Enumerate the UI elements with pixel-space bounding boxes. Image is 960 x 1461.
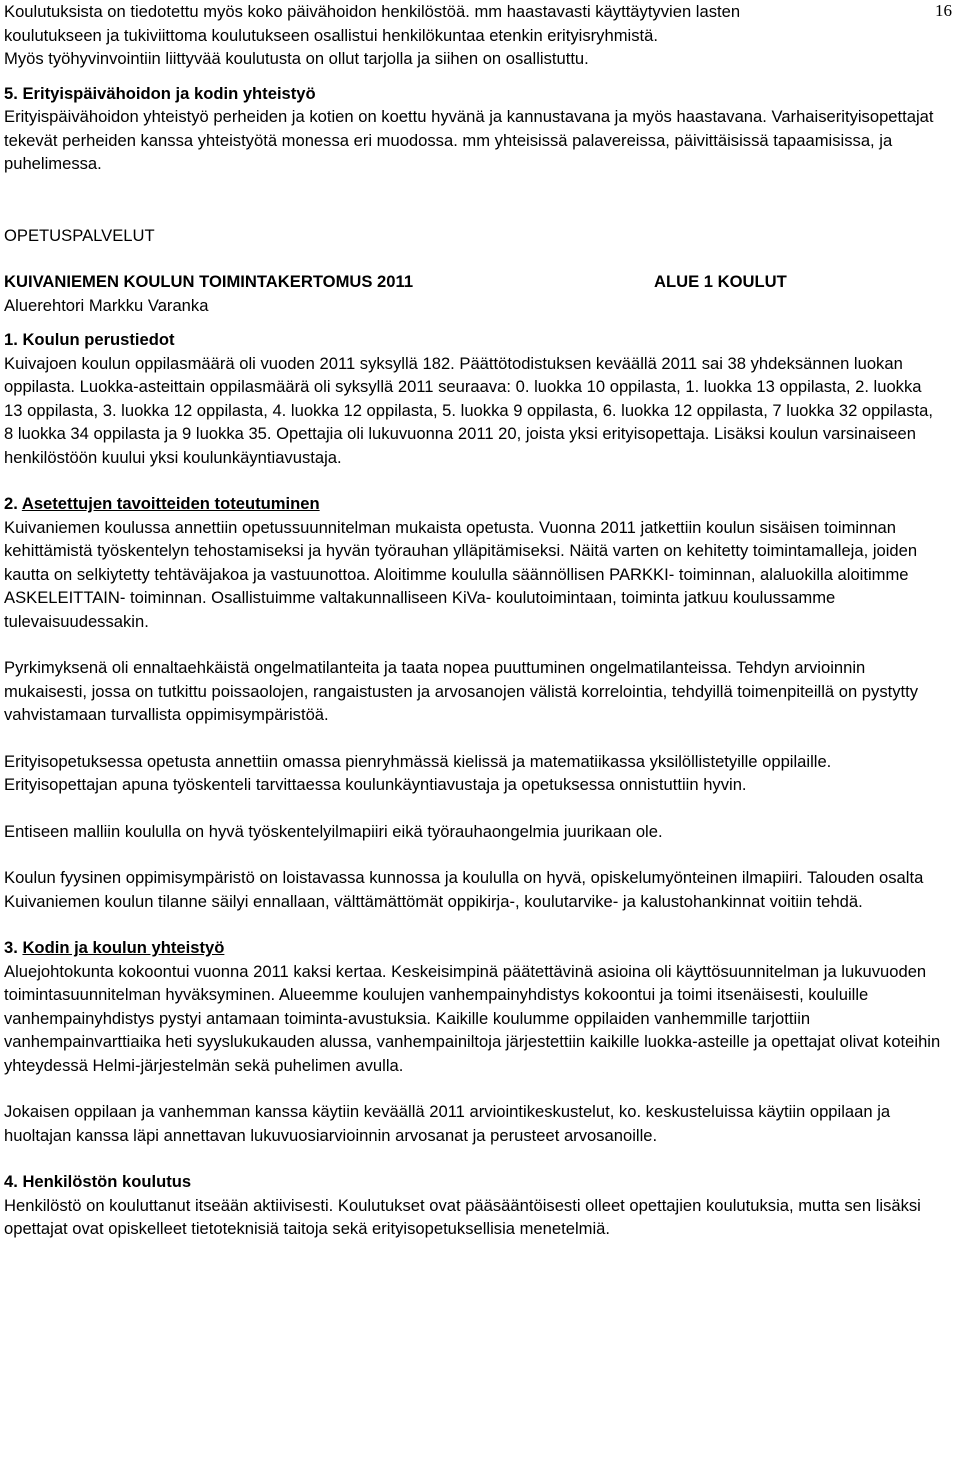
section-5-heading: 5. Erityispäivähoidon ja kodin yhteistyö [4,83,316,103]
intro-paragraph [4,0,944,71]
section-1-heading [4,328,944,352]
report-author: Aluerehtori Markku Varanka [4,295,209,315]
section-1-body: Kuivajoen koulun oppilasmäärä oli vuoden 2011 syksyllä 182. Päättötodistuksen keväällä 2011 sai 38 yhdeksännen luokan oppilasta. Luokka-asteittain oppilasmäärä oli syksyllä 2011 seuraava: 0. luokka 10 oppilasta, 1. luokka 13 oppilasta, 2. luokka 13 oppilasta, 3. luokka 12 oppilasta, 4. luokka 12 oppilasta, 5. luokka 9 oppilasta, 6. luokka 12 oppilasta, 7 luokka 32 oppilasta, 8 luokka 34 oppilasta ja 9 luokka 35. Opettajia oli lukuvuonna 2011 20, joista yksi erityisopettaja. Lisäksi koulun varsinaiseen henkilöstöön kuului yksi koulunkäyntiavustaja. [4,353,933,467]
section-2-heading [4,492,944,516]
opetuspalvelut-heading: OPETUSPALVELUT [4,225,155,245]
section-2-paragraph: Koulun fyysinen oppimisympäristö on loistavassa kunnossa ja koululla on hyvä, opiskelumyönteinen ilmapiiri. Talouden osalta Kuivaniemen koulun tilanne säilyi ennallaan, välttämättömät oppikirja-, koulutarvike- ja kalustohankinnat voitiin tehdä. [4,868,924,911]
section-2-paragraph: Pyrkimyksenä oli ennaltaehkäistä ongelmatilanteita ja taata nopea puuttuminen ongelmatilanteissa. Tehdyn arvioinnin mukaisesti, jossa on tutkittu poissaolojen, rangaistusten ja arvosanojen välistä korrelointia, tehdyillä toimenpiteillä on pystytty vahvistamaan turvallista oppimisympäristöä. [4,658,919,724]
section-5-body: Erityispäivähoidon yhteistyö perheiden ja kotien on koettu hyvänä ja kannustavana ja myös haastavana. Varhaiserityisopettajat tekevät perheiden kanssa yhteistyötä monessa eri muodossa. mm yhteisissä palavereissa, päivittäisissä tapaamisissa, ja puhelimessa. [4,107,934,173]
report-area: ALUE 1 KOULUT [654,272,787,291]
section-4-body: Henkilöstö on kouluttanut itseään aktiivisesti. Koulutukset ovat pääsääntöisesti olleet opettajien koulutuksia, mutta sen lisäksi opettajat ovat opiskelleet tietoteknisiä taitoja sekä erityisopetuksellisia menetelmiä. [4,1195,921,1238]
page-number: 16 [935,1,952,20]
report-header [4,270,944,317]
section-1-number: 1. [4,330,23,349]
section-2-number: 2. [4,494,22,513]
section-2-paragraph: Erityisopetuksessa opetusta annettiin omassa pienryhmässä kielissä ja matematiikassa yksilöllistetyille oppilaille. Erityisopettajan apuna työskenteli tarvittaessa koulunkäyntiavustaja ja opetuksessa onnistuttiin hyvin. [4,751,832,794]
section-3-paragraph: Aluejohtokunta kokoontui vuonna 2011 kaksi kertaa. Keskeisimpinä päätettävinä asioina oli käyttösuunnitelman ja lukuvuoden toimintasuunnitelman hyväksyminen. Alueemme koulujen vanhempainyhdistys kokoontui ja toimi itsenäisesti, kouluille vanhempainyhdistys pystyi antamaan toiminta-avustuksia. Kaikille koulumme oppilaiden vanhemmille tarjottiin vanhempainvarttiaika heti syyslukukauden alussa, vanhempainiltoja järjestettiin kaikille luokka-asteille ja opettajat olivat koteihin yhteydessä Helmi-järjestelmän sekä puhelimen avulla. [4,961,941,1075]
intro-line: Myös työhyvinvointiin liittyvää koulutusta on ollut tarjolla ja siihen on osallistuttu. [4,49,589,68]
intro-line: Koulutuksista on tiedotettu myös koko päivähoidon henkilöstöä. mm haastavasti käyttäytyvien lasten [4,2,741,21]
document-page [4,0,944,1241]
section-1-title: Koulun perustiedot [22,330,175,349]
section-3-heading [4,936,944,960]
section-3-paragraph: Jokaisen oppilaan ja vanhemman kanssa käytiin keväällä 2011 arviointikeskustelut, ko. keskusteluissa käytiin oppilaan ja huoltajan kanssa läpi annettavan lukuvuosiarvioinnin arvosanat ja perusteet arvosanoille. [4,1102,891,1145]
section-2-title: Asetettujen tavoitteiden toteutuminen [21,494,320,513]
report-title: KUIVANIEMEN KOULUN TOIMINTAKERTOMUS 2011 [4,272,414,291]
intro-line: koulutukseen ja tukiviittoma koulutukseen osallistui henkilökuntaa etenkin erityisryhmistä. [4,25,658,45]
section-2-paragraph: Kuivaniemen koulussa annettiin opetussuunnitelman mukaista opetusta. Vuonna 2011 jatkettiin koulun sisäisen toiminnan kehittämistä työskentelyn tehostamiseksi ja hyvän työrauhan ylläpitämiseksi. Näitä varten on kehitetty toimintamalleja, joiden kautta on selkiytetty tehtäväjakoa ja vastuunottoa. Aloitimme koululla säännöllisen PARKKI- toiminnan, alaluokilla aloitimme ASKELEITTAIN- toiminnan. Osallistuimme valtakunnalliseen KiVa- koulutoimintaan, toiminta jatkuu koulussamme tulevaisuudessakin. [4,517,918,631]
section-4-heading: 4. Henkilöstön koulutus [4,1172,192,1191]
section-3-number: 3. [4,938,23,957]
section-2-paragraph: Entiseen malliin koululla on hyvä työskentelyilmapiiri eikä työrauhaongelmia juurikaan ole. [4,821,663,841]
section-3-title: Kodin ja koulun yhteistyö [22,938,225,957]
